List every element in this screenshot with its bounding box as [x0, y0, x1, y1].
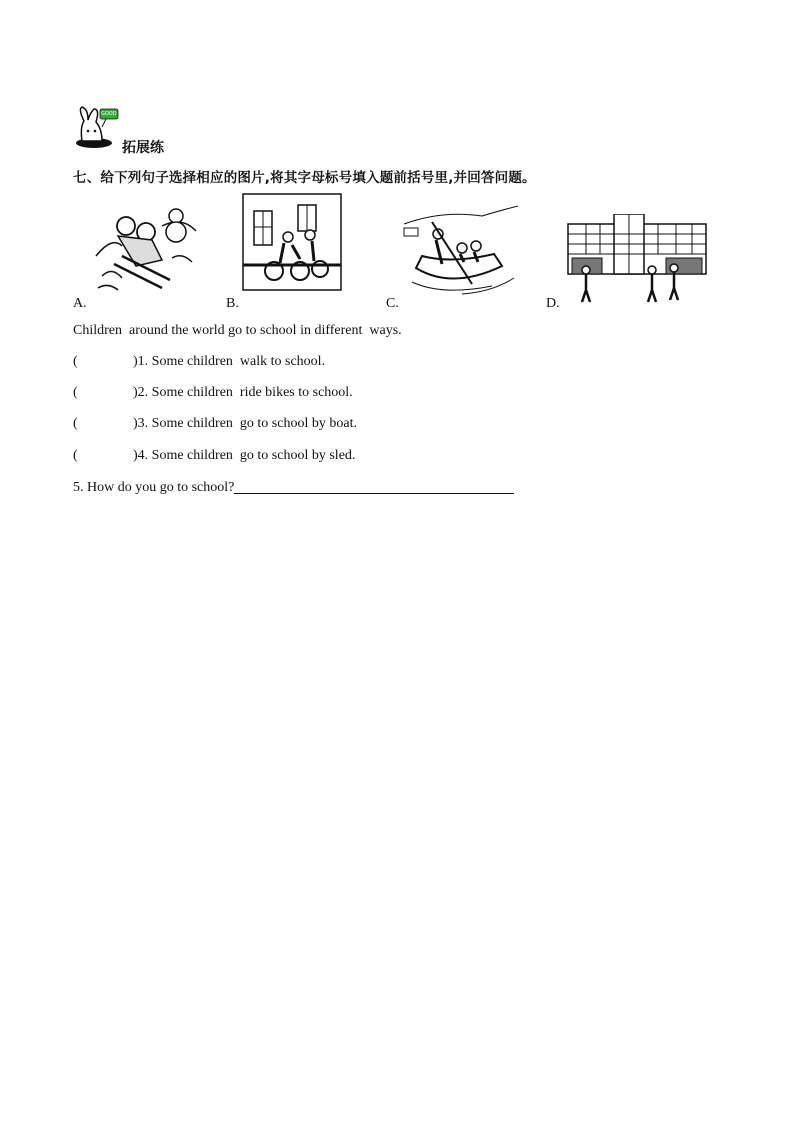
mascot-badge: GOOD [101, 111, 117, 117]
children-walking-to-school-icon [566, 214, 708, 306]
section-title: 拓展练 [122, 140, 164, 156]
option-letter-a: A. [73, 296, 87, 311]
instruction-text: 七、给下列句子选择相应的图片,将其字母标号填入题前括号里,并回答问题。 [73, 170, 536, 186]
question-4 [73, 448, 355, 464]
question-2 [73, 385, 353, 401]
answer-paren[interactable]: ( [73, 354, 78, 369]
answer-paren[interactable]: ( [73, 416, 78, 431]
children-in-boat-icon [402, 204, 520, 300]
question-1 [73, 354, 325, 370]
option-letter-c: C. [386, 296, 399, 311]
answer-paren[interactable]: ( [73, 448, 78, 463]
option-letter-b: B. [226, 296, 239, 311]
answer-blank-line[interactable] [234, 479, 514, 494]
children-on-sled-icon [92, 196, 198, 296]
intro-text: Children around the world go to school in different ways. [73, 323, 402, 338]
final-question [73, 479, 514, 496]
question-text: )2. Some children ride bikes to school. [133, 385, 353, 400]
answer-paren[interactable]: ( [73, 385, 78, 400]
question-text: )3. Some children go to school by boat. [133, 416, 357, 431]
question-text: )4. Some children go to school by sled. [133, 448, 356, 463]
question-text: )1. Some children walk to school. [133, 354, 326, 369]
children-on-bikes-icon [242, 193, 342, 291]
option-letter-d: D. [546, 296, 560, 311]
final-question-text: 5. How do you go to school? [73, 480, 235, 495]
question-3 [73, 416, 357, 432]
